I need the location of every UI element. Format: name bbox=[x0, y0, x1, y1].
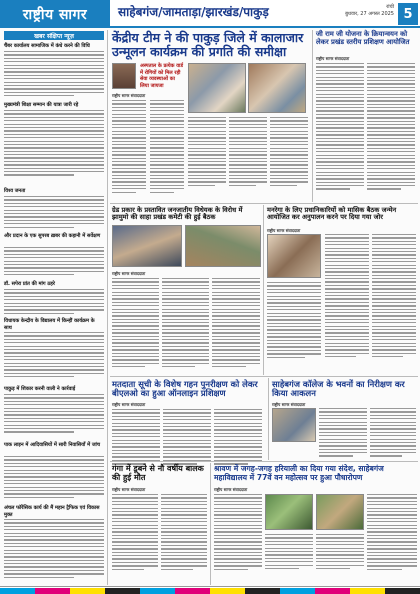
lower-mid-body-col2 bbox=[163, 409, 211, 467]
plantation-photo-2 bbox=[316, 494, 364, 530]
mid-right-body-col3 bbox=[372, 234, 416, 359]
bottom-left-headline: गंगा में डूबने से नौ वर्षीय बालक की हुई मौत bbox=[112, 464, 204, 482]
lead-byline: राष्ट्रीय सागर संवाददाता bbox=[112, 93, 146, 98]
brief-body bbox=[4, 196, 104, 230]
registration-color-bar bbox=[0, 588, 420, 594]
right-top-body-col2 bbox=[367, 63, 415, 192]
bottom-left-byline: राष्ट्रीय सागर संवाददाता bbox=[112, 487, 146, 492]
lower-right-body-col1 bbox=[319, 408, 367, 459]
lower-mid-body-col3 bbox=[214, 409, 262, 467]
section-rule bbox=[110, 203, 418, 204]
bottom-right-body-col1 bbox=[214, 494, 262, 572]
column-rule bbox=[107, 30, 108, 585]
lead-body-col2 bbox=[150, 100, 184, 195]
newspaper-logo: राष्ट्रीय सागर bbox=[0, 0, 110, 28]
lower-right-byline: राष्ट्रीय सागर संवाददाता bbox=[272, 402, 306, 407]
section-rule bbox=[110, 461, 418, 462]
brief-body bbox=[4, 519, 104, 580]
lower-mid-headline: मतदाता सूची के विशेष गहन पुनरीक्षण को लेकर बीएलओ का हुआ ऑनलाइन प्रशिक्षण bbox=[112, 379, 258, 399]
lead-photo-1 bbox=[188, 63, 246, 113]
brief-body bbox=[4, 394, 104, 435]
column-rule bbox=[312, 30, 313, 202]
mid-left-photo-2 bbox=[185, 225, 261, 267]
brief-title: अंचल फॉरेंसिक कार्य की मैं महान ट्रैफिक एवं विकास मुक्त bbox=[4, 505, 100, 518]
briefs-heading: खबर संक्षिप्त न्यूज़ bbox=[4, 31, 104, 40]
lead-body-col1 bbox=[112, 100, 146, 195]
bottom-right-headline: श्रावण में जगह-जगह हरियाली का दिया गया संदेश, साहेबगंज महाविद्यालय में 77वें वन महोत्सव पर हुआ पौधारोपण bbox=[214, 464, 384, 482]
lead-pullquote: अस्पताल के प्रत्येक वार्ड में रोगियों को मिल रही सेवा व्यवस्थाओं का लिया जायजा bbox=[140, 63, 183, 89]
page-number: 5 bbox=[398, 3, 418, 25]
column-rule bbox=[210, 463, 211, 585]
lead-body-col4 bbox=[229, 117, 267, 188]
portrait-photo bbox=[112, 63, 136, 89]
bottom-left-body-col2 bbox=[161, 494, 207, 572]
lower-mid-body-col1 bbox=[112, 409, 160, 467]
section-rule bbox=[110, 376, 418, 377]
lead-headline: केंद्रीय टीम ने की पाकुड़ जिले में कालाजार उन्मूलन कार्यक्रम की प्रगति की समीक्षा bbox=[112, 30, 304, 59]
brief-body bbox=[4, 51, 104, 98]
brief-body bbox=[4, 289, 104, 316]
bottom-right-body-col2 bbox=[265, 534, 313, 571]
lead-body-col3 bbox=[188, 117, 226, 188]
right-top-byline: राष्ट्रीय सागर संवाददाता bbox=[316, 56, 350, 61]
mid-left-body-col3 bbox=[212, 278, 260, 370]
lower-right-photo bbox=[272, 408, 316, 442]
bottom-right-body-col3 bbox=[316, 534, 364, 571]
mid-right-photo bbox=[267, 234, 321, 278]
mid-right-byline: राष्ट्रीय सागर संवाददाता bbox=[267, 228, 301, 233]
brief-title: और प्रदान के एक सुपरब ख़बर की कहानी में सर्वेक्षण bbox=[4, 233, 101, 239]
brief-title: विधायक केन्द्रीय के विद्यालय में किन्हीं कार्यक्रम के साथ bbox=[4, 318, 95, 331]
lower-right-body-col2 bbox=[370, 408, 416, 459]
plantation-photo-1 bbox=[265, 494, 313, 530]
brief-title: पाकुड़ में शिकार करनी वाली ने कार्रवाई bbox=[4, 386, 76, 392]
edition-title: साहेबगंज/जामताड़ा/झारखंड/पाकुड़ bbox=[118, 5, 269, 19]
lead-body-col5 bbox=[270, 117, 308, 188]
brief-title: पाक लाइन में आदिवासियों में सारी निवासियाँ में जांच bbox=[4, 442, 101, 448]
mid-right-headline: मनरेगा के लिए प्रधानिकारियों को मासिक बैठक जन्मेन आयोजित कर अनुपालन करने पर दिया गया जोर bbox=[267, 206, 397, 222]
edition-date: रांची बुधवार, 27 अगस्त 2025 bbox=[345, 4, 394, 17]
mid-left-body-col1 bbox=[112, 278, 159, 370]
bottom-right-byline: राष्ट्रीय सागर संवाददाता bbox=[214, 487, 248, 492]
bottom-left-body-col1 bbox=[112, 494, 158, 572]
brief-title: विश्व जनता bbox=[4, 188, 26, 194]
brief-body bbox=[4, 110, 104, 178]
brief-body bbox=[4, 332, 104, 379]
lead-photo-2 bbox=[248, 63, 306, 113]
brief-title: डॉ. सपेरा प्रांत की मांग ठहरे bbox=[4, 281, 55, 287]
mid-left-headline: ग्रेड प्रकार के प्रस्तावित जनजातीय विधेयक के विरोध में झामुमो की साहा प्रखंड कमेटी की हुई बैठक bbox=[112, 206, 243, 222]
brief-title: मुख्यमंत्री शिक्षा सम्मान की यात्रा जारी रहे bbox=[4, 102, 79, 108]
lower-mid-byline: राष्ट्रीय सागर संवाददाता bbox=[112, 402, 146, 407]
mid-right-body-col2 bbox=[325, 234, 369, 359]
mid-left-byline: राष्ट्रीय सागर संवाददाता bbox=[112, 271, 146, 276]
brief-body bbox=[4, 247, 104, 278]
masthead-strip bbox=[110, 0, 420, 28]
bottom-right-body-col4 bbox=[367, 494, 417, 572]
lower-right-headline: साहेबगंज कॉलेज के भवनों का निरीक्षण कर किया आकलन bbox=[272, 379, 405, 399]
right-top-headline: जी राम जी योजना के क्रियान्वयन को लेकर प्रखंड स्तरीय प्रशिक्षण आयोजित bbox=[316, 30, 410, 46]
right-top-body-col1 bbox=[316, 63, 364, 192]
column-rule bbox=[268, 378, 269, 460]
mid-left-body-col2 bbox=[162, 278, 209, 370]
brief-body bbox=[4, 456, 104, 500]
masthead bbox=[0, 0, 420, 28]
brief-title: चैंबर कार्यालय सामाजिक में कंधे करने की विधि bbox=[4, 43, 90, 49]
mid-right-body-col1 bbox=[267, 282, 321, 360]
mid-left-photo-1 bbox=[112, 225, 182, 267]
column-rule bbox=[263, 205, 264, 375]
